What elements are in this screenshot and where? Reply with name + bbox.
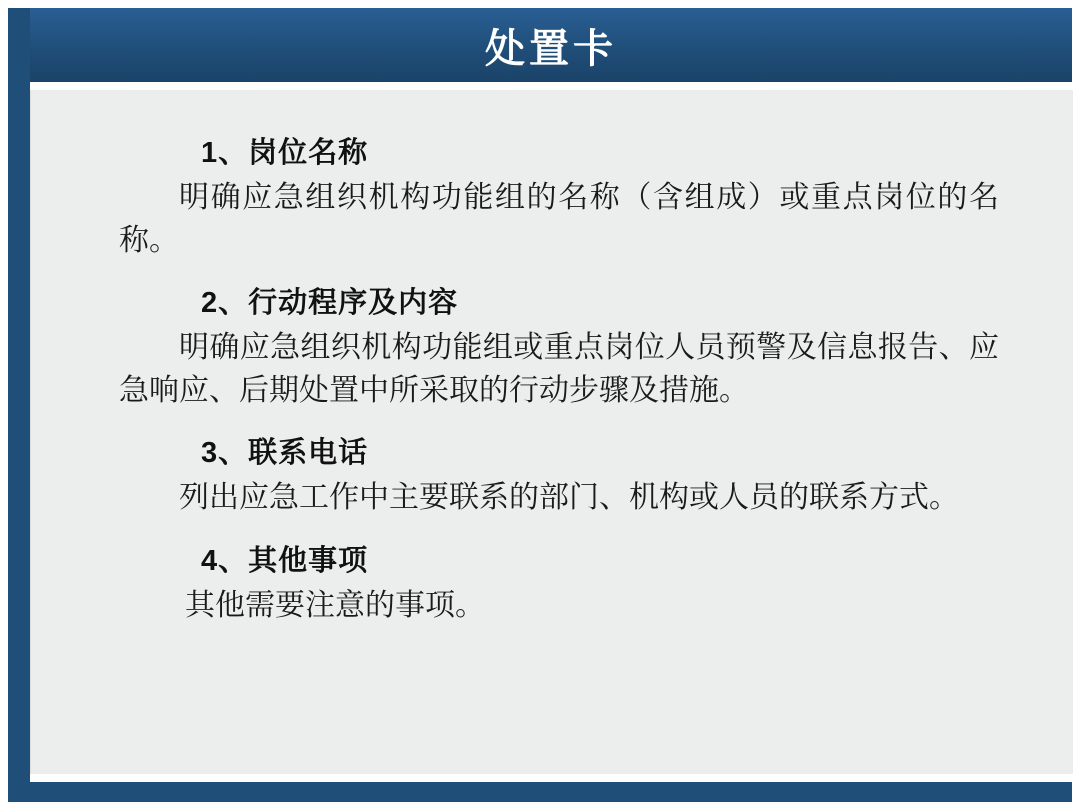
- section-heading: 4、其他事项: [201, 544, 369, 577]
- slide-header: [30, 8, 1072, 82]
- section-heading: 2、行动程序及内容: [201, 287, 459, 320]
- section-item: [119, 130, 999, 262]
- section-body: 其他需要注意的事项。: [185, 588, 485, 622]
- section-item: [119, 538, 999, 628]
- section-body: 明确应急组织机构功能组或重点岗位人员预警及信息报告、应急响应、后期处置中所采取的行动步骤及措施。: [119, 331, 999, 407]
- section-body: 列出应急工作中主要联系的部门、机构或人员的联系方式。: [179, 481, 959, 515]
- content-list: [119, 130, 999, 646]
- section-item: [119, 280, 999, 412]
- page-title: 处置卡: [485, 26, 617, 71]
- section-heading: 3、联系电话: [201, 437, 369, 470]
- bottom-accent-bar: [30, 782, 1072, 802]
- section-body: 明确应急组织机构功能组的名称（含组成）或重点岗位的名称。: [119, 181, 999, 257]
- content-panel: [30, 90, 1073, 774]
- left-accent-bar: [8, 8, 30, 802]
- section-item: [119, 430, 999, 520]
- section-heading: 1、岗位名称: [201, 137, 369, 169]
